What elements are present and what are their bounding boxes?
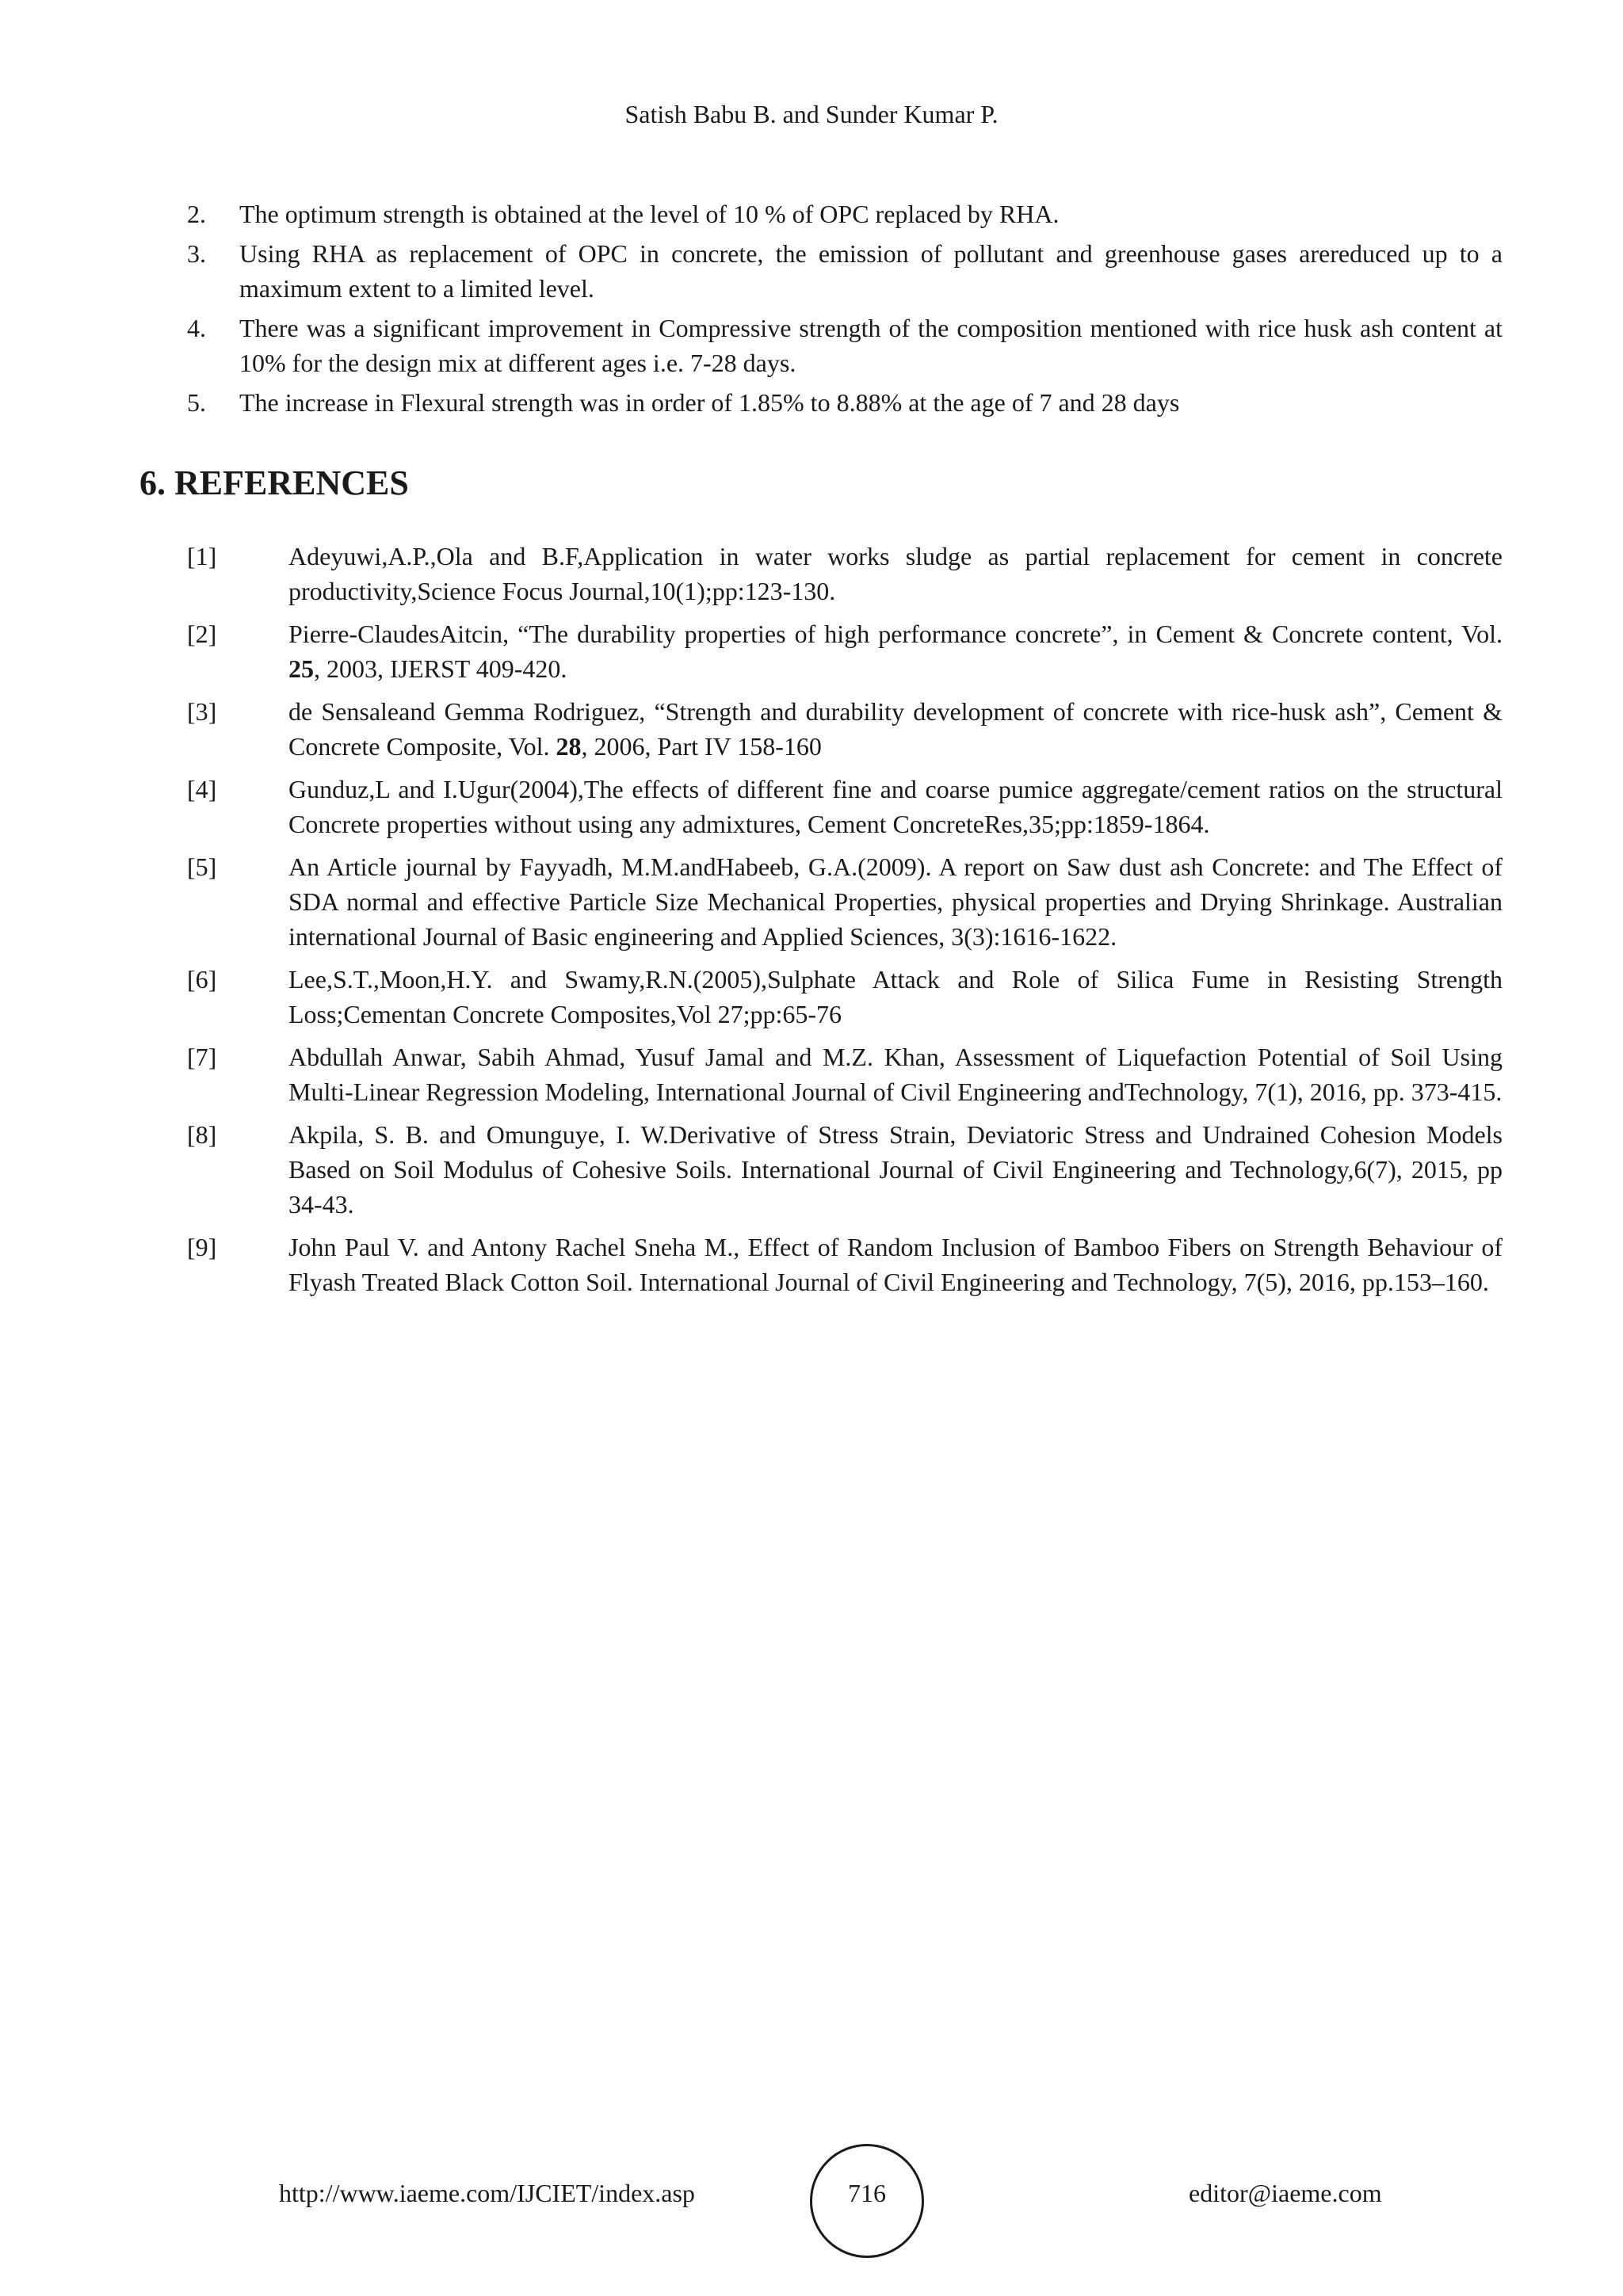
reference-number: [2] (187, 620, 217, 648)
reference-text: Lee,S.T.,Moon,H.Y. and Swamy,R.N.(2005),Sulphate Attack and Role of Silica Fume in Resisting Strength Loss;Cementan Concrete Composites,Vol 27;pp:65-76 (288, 965, 1503, 1028)
list-item-number: 3. (187, 239, 206, 268)
reference-text: Akpila, S. B. and Omunguye, I. W.Derivative of Stress Strain, Deviatoric Stress and Undrained Cohesion Models Based on Soil Modulus of Cohesive Soils. International Journal of Civil Engineering and Technology,6(7), 2015, pp 34-43. (288, 1120, 1503, 1219)
reference-text: Adeyuwi,A.P.,Ola and B.F,Application in water works sludge as partial replacement for cement in concrete productivity,Science Focus Journal,10(1);pp:123-130. (288, 542, 1503, 605)
reference-item (187, 849, 1503, 954)
reference-number: [9] (187, 1233, 217, 1261)
running-header-authors: Satish Babu B. and Sunder Kumar P. (624, 100, 999, 128)
list-item-number: 2. (187, 200, 206, 228)
reference-number: [8] (187, 1120, 217, 1149)
reference-text-part: , 2006, Part IV 158-160 (581, 732, 822, 761)
reference-text (288, 697, 1503, 761)
reference-text-part: de Sensaleand Gemma Rodriguez, “Strength and durability development of concrete with rice-husk ash”, Cement & Concrete Composite, Vol. (288, 697, 1503, 761)
conclusions-list (187, 196, 1503, 425)
reference-number: [6] (187, 965, 217, 994)
reference-item (187, 1039, 1503, 1109)
reference-item (187, 1117, 1503, 1222)
reference-text-part: , 2003, IJERST 409-420. (314, 654, 567, 683)
reference-number: [4] (187, 775, 217, 803)
list-item-number: 5. (187, 388, 206, 417)
footer-email-link[interactable]: editor@iaeme.com (1189, 2179, 1382, 2207)
list-item (187, 196, 1503, 231)
reference-item (187, 962, 1503, 1032)
references-list (187, 539, 1503, 1307)
reference-volume: 28 (556, 732, 582, 761)
reference-item (187, 772, 1503, 841)
reference-number: [5] (187, 852, 217, 881)
reference-text (288, 620, 1503, 683)
list-item-text: The optimum strength is obtained at the level of 10 % of OPC replaced by RHA. (239, 200, 1060, 228)
reference-item (187, 539, 1503, 608)
reference-number: [7] (187, 1043, 217, 1071)
reference-item (187, 1230, 1503, 1299)
reference-number: [3] (187, 697, 217, 726)
list-item (187, 385, 1503, 420)
footer-url-link[interactable]: http://www.iaeme.com/IJCIET/index.asp (279, 2179, 695, 2207)
list-item (187, 311, 1503, 380)
reference-volume: 25 (288, 654, 314, 683)
references-heading: 6. REFERENCES (139, 463, 409, 502)
list-item (187, 236, 1503, 306)
list-item-text: The increase in Flexural strength was in order of 1.85% to 8.88% at the age of 7 and 28 days (239, 388, 1180, 417)
reference-item (187, 616, 1503, 686)
reference-text: An Article journal by Fayyadh, M.M.andHabeeb, G.A.(2009). A report on Saw dust ash Concrete: and The Effect of SDA normal and effective Particle Size Mechanical Properties, physical properties and Drying Shrinkage. Australian international Journal of Basic engineering and Applied Sciences, 3(3):1616-1622. (288, 852, 1503, 951)
list-item-text: Using RHA as replacement of OPC in concrete, the emission of pollutant and greenhouse gases arereduced up to a maximum extent to a limited level. (239, 239, 1503, 303)
reference-number: [1] (187, 542, 217, 570)
list-item-text: There was a significant improvement in Compressive strength of the composition mentioned with rice husk ash content at 10% for the design mix at different ages i.e. 7-28 days. (239, 314, 1503, 377)
reference-text: Abdullah Anwar, Sabih Ahmad, Yusuf Jamal and M.Z. Khan, Assessment of Liquefaction Potential of Soil Using Multi-Linear Regression Modeling, International Journal of Civil Engineering andTechnology, 7(1), 2016, pp. 373-415. (288, 1043, 1503, 1106)
reference-text: John Paul V. and Antony Rachel Sneha M., Effect of Random Inclusion of Bamboo Fibers on Strength Behaviour of Flyash Treated Black Cotton Soil. International Journal of Civil Engineering and Technology, 7(5), 2016, pp.153–160. (288, 1233, 1503, 1296)
reference-item (187, 694, 1503, 764)
list-item-number: 4. (187, 314, 206, 342)
reference-text: Gunduz,L and I.Ugur(2004),The effects of different fine and coarse pumice aggregate/cement ratios on the structural Concrete properties without using any admixtures, Cement ConcreteRes,35;pp:1859-1864. (288, 775, 1503, 838)
reference-text-part: Pierre-ClaudesAitcin, “The durability properties of high performance concrete”, in Cement & Concrete content, Vol. (288, 620, 1503, 648)
page-number: 716 (848, 2179, 886, 2207)
